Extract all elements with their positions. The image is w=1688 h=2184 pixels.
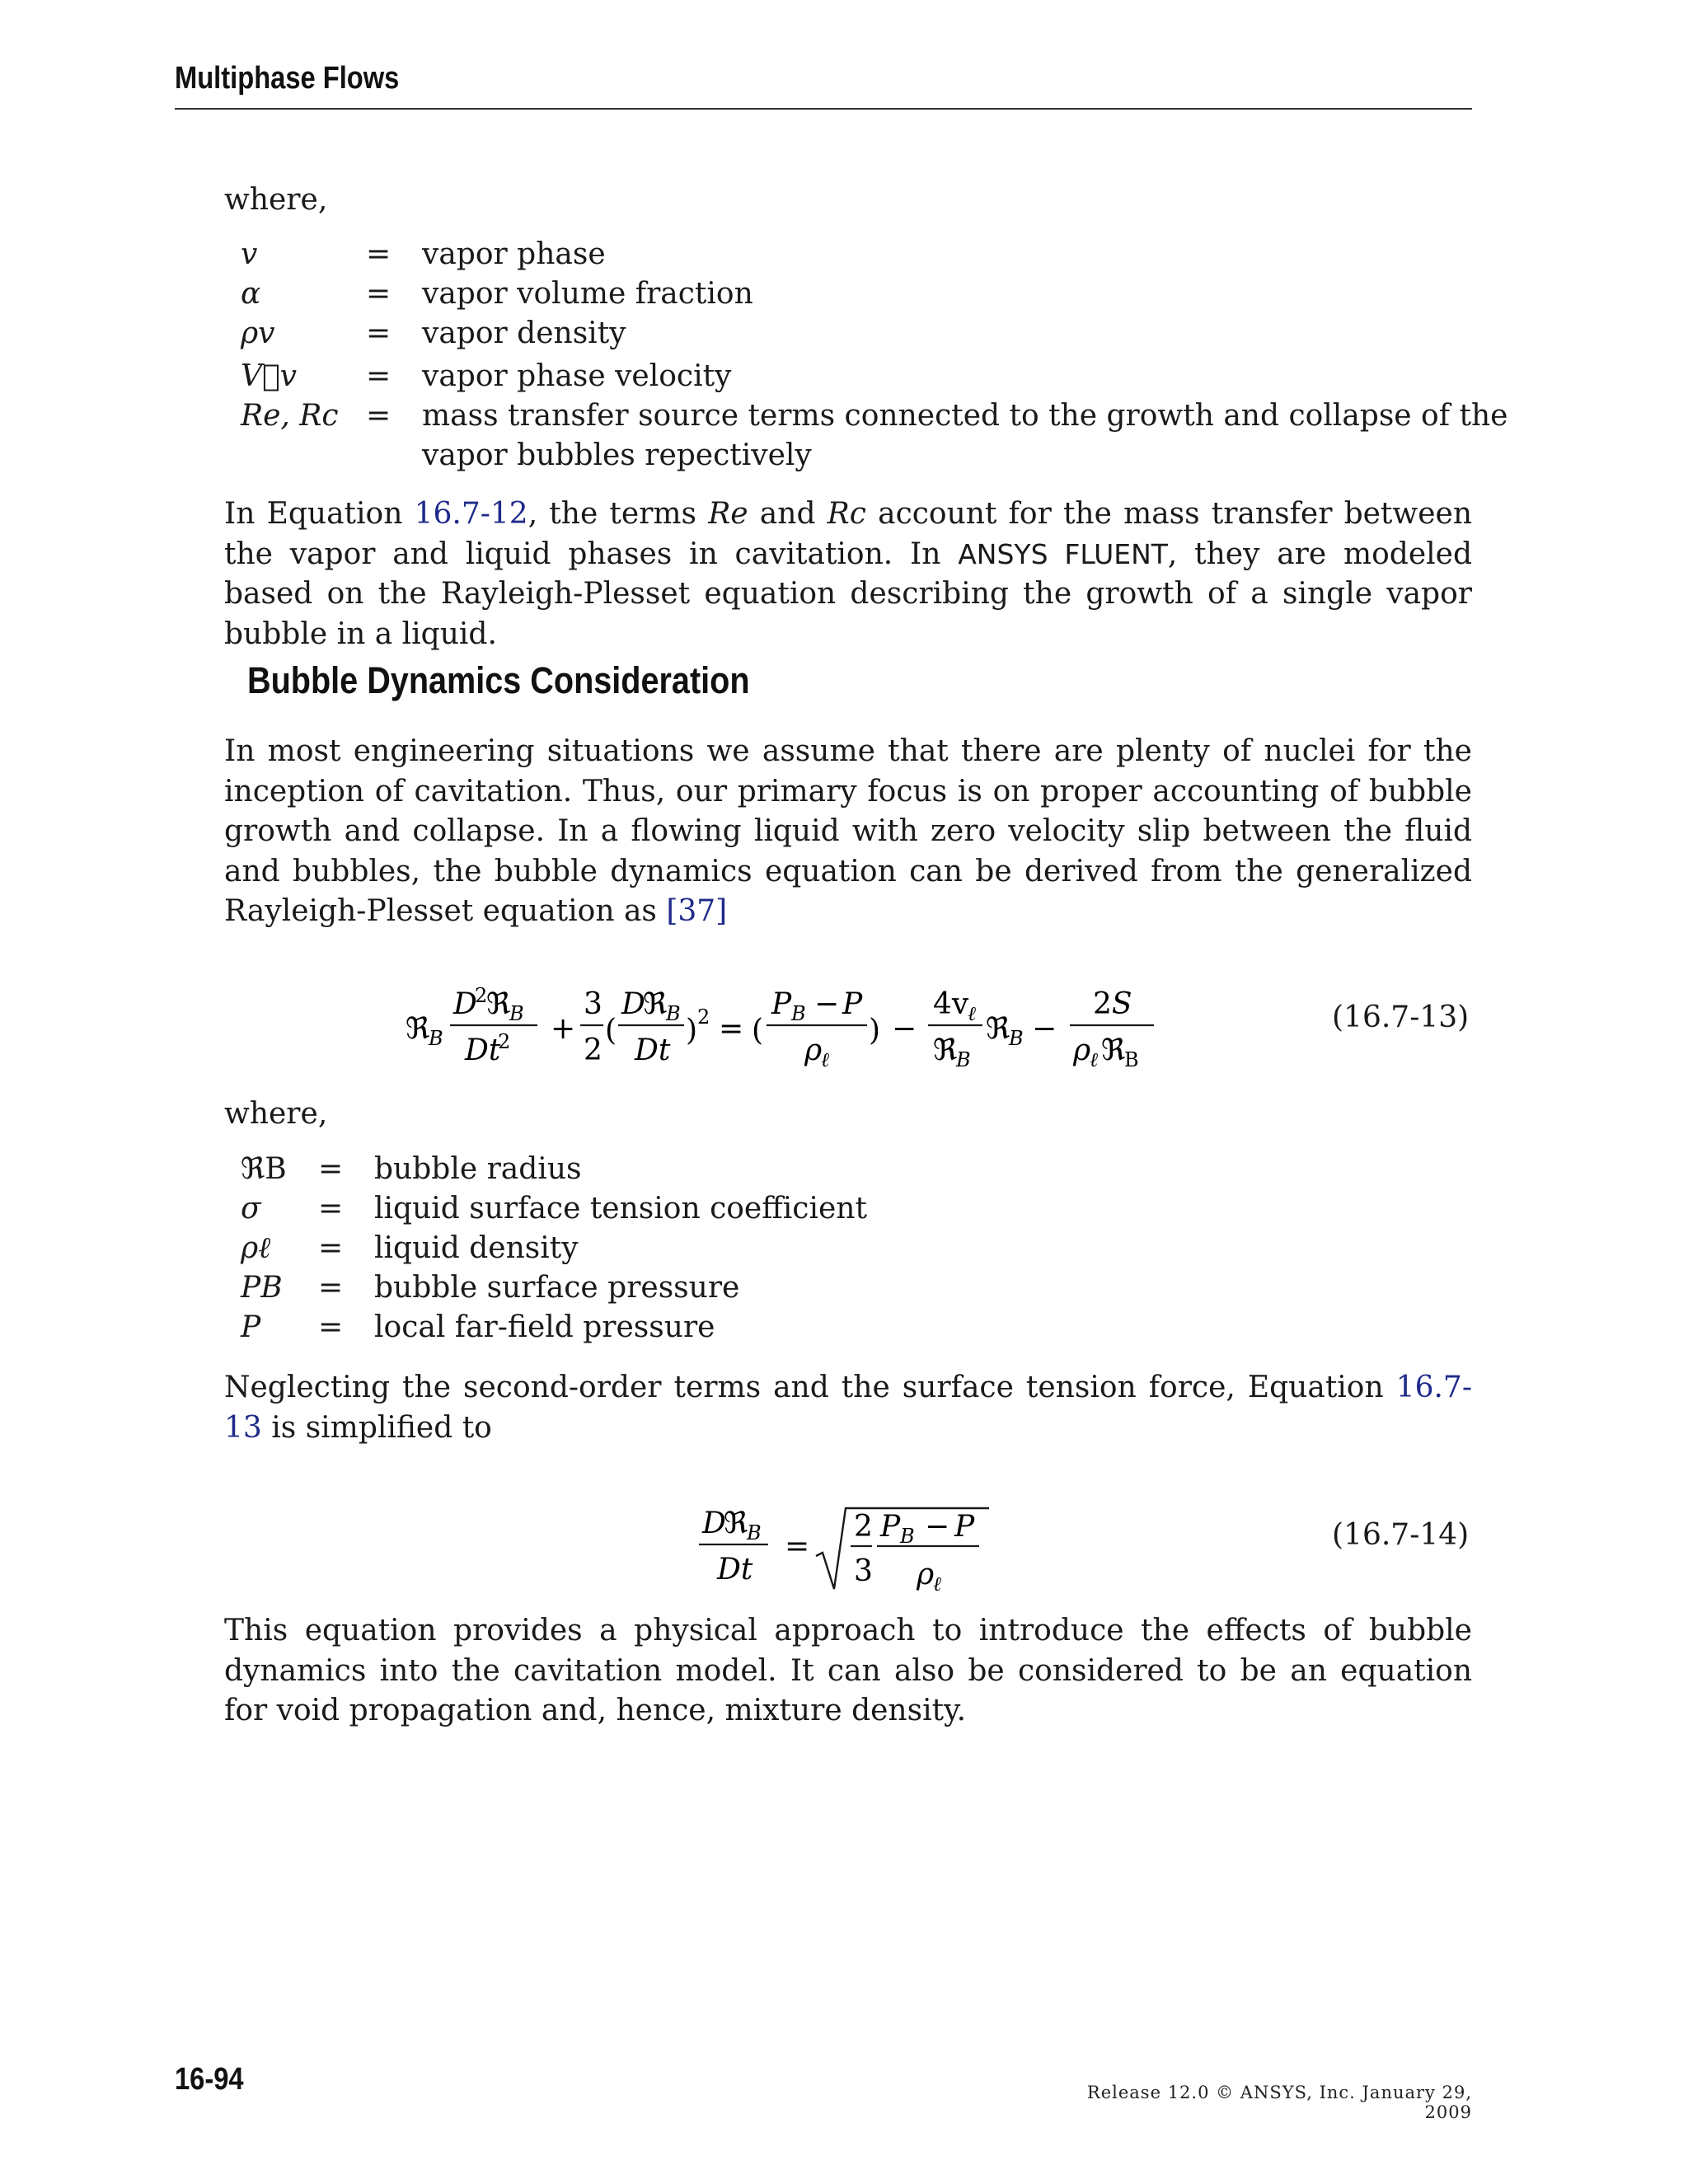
definition-symbol: α — [241, 277, 261, 311]
svg-text:ρ: ρ — [804, 1033, 823, 1067]
definition-text: bubble surface pressure — [374, 1271, 740, 1305]
svg-text:ℓ: ℓ — [1090, 1048, 1098, 1071]
svg-text:ℓ: ℓ — [821, 1048, 829, 1071]
svg-text:=: = — [719, 1012, 744, 1046]
definition-text: vapor volume fraction — [422, 277, 753, 311]
definition-equals: = — [366, 277, 392, 311]
paragraph-physical-approach: This equation provides a physical approach to introduce the effects of bubble dynamics into the cavitation model. It can also be considered to be an equation for void propagation and, hence, mixture density. — [224, 1614, 1472, 1727]
definition-symbol: σ — [241, 1192, 261, 1226]
definition-text: liquid density — [374, 1231, 579, 1265]
definition-symbol: V⃗v — [241, 359, 297, 393]
svg-text:−: − — [1032, 1012, 1057, 1046]
paragraph-bubble-dynamics — [224, 732, 1472, 932]
definition-symbol: Re, Rc — [241, 399, 339, 433]
definition-symbol: P — [241, 1310, 261, 1344]
svg-text:ℜ: ℜ — [643, 987, 668, 1021]
svg-text:ℜ: ℜ — [486, 987, 511, 1021]
definition-equals: = — [366, 316, 392, 350]
para-text: , the terms — [528, 497, 709, 531]
para-text: Neglecting the second-order terms and the surface tension force, Equation — [224, 1371, 1396, 1404]
svg-text:4v: 4v — [933, 987, 969, 1021]
svg-text:B: B — [791, 1002, 806, 1025]
where-label-1: where, — [224, 183, 328, 217]
definition-equals: = — [366, 237, 392, 271]
equation-number-16-7-14: (16.7-14) — [1332, 1518, 1470, 1552]
svg-text:−: − — [925, 1510, 950, 1544]
svg-text:(: ( — [752, 1014, 764, 1047]
definition-equals: = — [366, 399, 392, 433]
svg-text:−: − — [892, 1012, 917, 1046]
page-header-title: Multiphase Flows — [175, 61, 400, 96]
svg-text:3: 3 — [584, 987, 603, 1021]
definition-equals: = — [318, 1271, 344, 1305]
para-text: and — [748, 497, 828, 531]
svg-text:=: = — [785, 1530, 810, 1563]
definition-equals: = — [366, 359, 392, 393]
svg-text:): ) — [686, 1014, 698, 1047]
para-text: , they are modeled based on the Rayleigh-Plesset equation describing the growth of a single vapor bubble in a liquid. — [224, 537, 1473, 651]
definition-symbol: PB — [241, 1271, 283, 1305]
definition-equals: = — [318, 1192, 344, 1226]
definition-symbol: ρv — [241, 316, 275, 350]
definition-equals: = — [318, 1152, 344, 1186]
svg-text:ℜ: ℜ — [406, 1012, 430, 1046]
svg-text:2S: 2S — [1093, 987, 1132, 1021]
definition-text: bubble radius — [374, 1152, 582, 1186]
svg-text:Dt: Dt — [635, 1033, 671, 1067]
equation-16-7-14 — [692, 1483, 1006, 1599]
equation-link-16-7-13[interactable]: 16.7-13 — [224, 1371, 1472, 1445]
para-text: account for the mass transfer between the vapor and liquid phases in cavitation. In — [224, 497, 1473, 571]
svg-text:ℜ: ℜ — [1101, 1033, 1126, 1067]
para-text: is simplified to — [261, 1410, 492, 1445]
definition-text-continued: vapor bubbles repectively — [422, 438, 812, 472]
release-info: Release 12.0 © ANSYS, Inc. January 29, 2009 — [1086, 2083, 1472, 2122]
product-name: ANSYS FLUENT — [958, 537, 1168, 570]
svg-text:D: D — [453, 987, 477, 1021]
svg-text:B: B — [900, 1525, 915, 1548]
bubble-definitions-list — [241, 1150, 1230, 1356]
svg-text:B: B — [1124, 1048, 1139, 1071]
svg-text:ℜ: ℜ — [933, 1033, 958, 1067]
svg-text:ℓ: ℓ — [968, 1002, 976, 1025]
definition-text: vapor density — [422, 316, 626, 350]
paragraph-simplification — [224, 1368, 1472, 1448]
svg-text:D: D — [621, 987, 645, 1021]
definition-symbol: ρℓ — [241, 1231, 271, 1265]
svg-text:P: P — [771, 987, 792, 1021]
svg-text:): ) — [869, 1014, 881, 1047]
svg-text:−: − — [814, 987, 840, 1021]
para-text: In Equation — [224, 497, 415, 531]
re-symbol: Re — [708, 497, 748, 531]
equation-number-16-7-13: (16.7-13) — [1332, 1001, 1470, 1034]
svg-text:Dt: Dt — [465, 1033, 501, 1067]
rc-symbol: Rc — [827, 497, 866, 531]
header-rule — [175, 108, 1472, 110]
svg-text:B: B — [747, 1521, 762, 1544]
svg-text:2: 2 — [584, 1033, 603, 1067]
definition-equals: = — [318, 1231, 344, 1265]
page-number: 16-94 — [175, 2062, 244, 2097]
svg-text:B: B — [956, 1048, 971, 1071]
paragraph-mass-transfer — [224, 494, 1472, 654]
section-heading: Bubble Dynamics Consideration — [247, 659, 750, 701]
definition-text: liquid surface tension coefficient — [374, 1192, 867, 1226]
svg-text:ℜ: ℜ — [724, 1507, 748, 1540]
svg-text:ℓ: ℓ — [933, 1572, 941, 1596]
svg-text:3: 3 — [854, 1554, 873, 1588]
definition-symbol: v — [241, 237, 258, 271]
definition-text: mass transfer source terms connected to the growth and collapse of the — [422, 399, 1508, 433]
svg-text:B: B — [509, 1002, 524, 1025]
svg-text:2: 2 — [475, 984, 488, 1007]
vapor-definitions-list — [241, 235, 1508, 482]
svg-text:B: B — [1009, 1027, 1024, 1050]
svg-text:ρ: ρ — [917, 1558, 935, 1591]
svg-text:ρ: ρ — [1073, 1033, 1091, 1067]
definition-text: vapor phase — [422, 237, 606, 271]
equation-link-16-7-12[interactable]: 16.7-12 — [414, 497, 528, 531]
svg-text:B: B — [666, 1002, 681, 1025]
definition-text: vapor phase velocity — [422, 359, 732, 393]
citation-link-37[interactable]: [37] — [666, 894, 728, 928]
svg-text:P: P — [880, 1510, 901, 1544]
svg-text:P: P — [842, 987, 863, 1021]
svg-text:(: ( — [605, 1014, 617, 1047]
equation-16-7-13 — [396, 972, 1170, 1080]
svg-text:B: B — [429, 1027, 443, 1050]
svg-text:2: 2 — [697, 1005, 710, 1029]
svg-text:2: 2 — [498, 1030, 511, 1053]
where-label-2: where, — [224, 1097, 328, 1131]
para-text: In most engineering situations we assume that there are plenty of nuclei for the inception of cavitation. Thus, our primary focus is on proper accounting of bubble growth and collapse. In a flowing liquid with zero velocity slip between the fluid and bubbles, the bubble dynamics equation can be derived from the generalized Rayleigh-Plesset equation as — [224, 734, 1472, 928]
svg-text:P: P — [954, 1510, 975, 1544]
definition-equals: = — [318, 1310, 344, 1344]
svg-text:+: + — [551, 1012, 576, 1046]
svg-text:D: D — [702, 1507, 726, 1540]
svg-text:Dt: Dt — [717, 1553, 753, 1586]
svg-text:2: 2 — [854, 1510, 873, 1544]
definition-text: local far-field pressure — [374, 1310, 715, 1344]
definition-symbol: ℜB — [241, 1152, 287, 1186]
svg-text:ℜ: ℜ — [986, 1012, 1010, 1046]
